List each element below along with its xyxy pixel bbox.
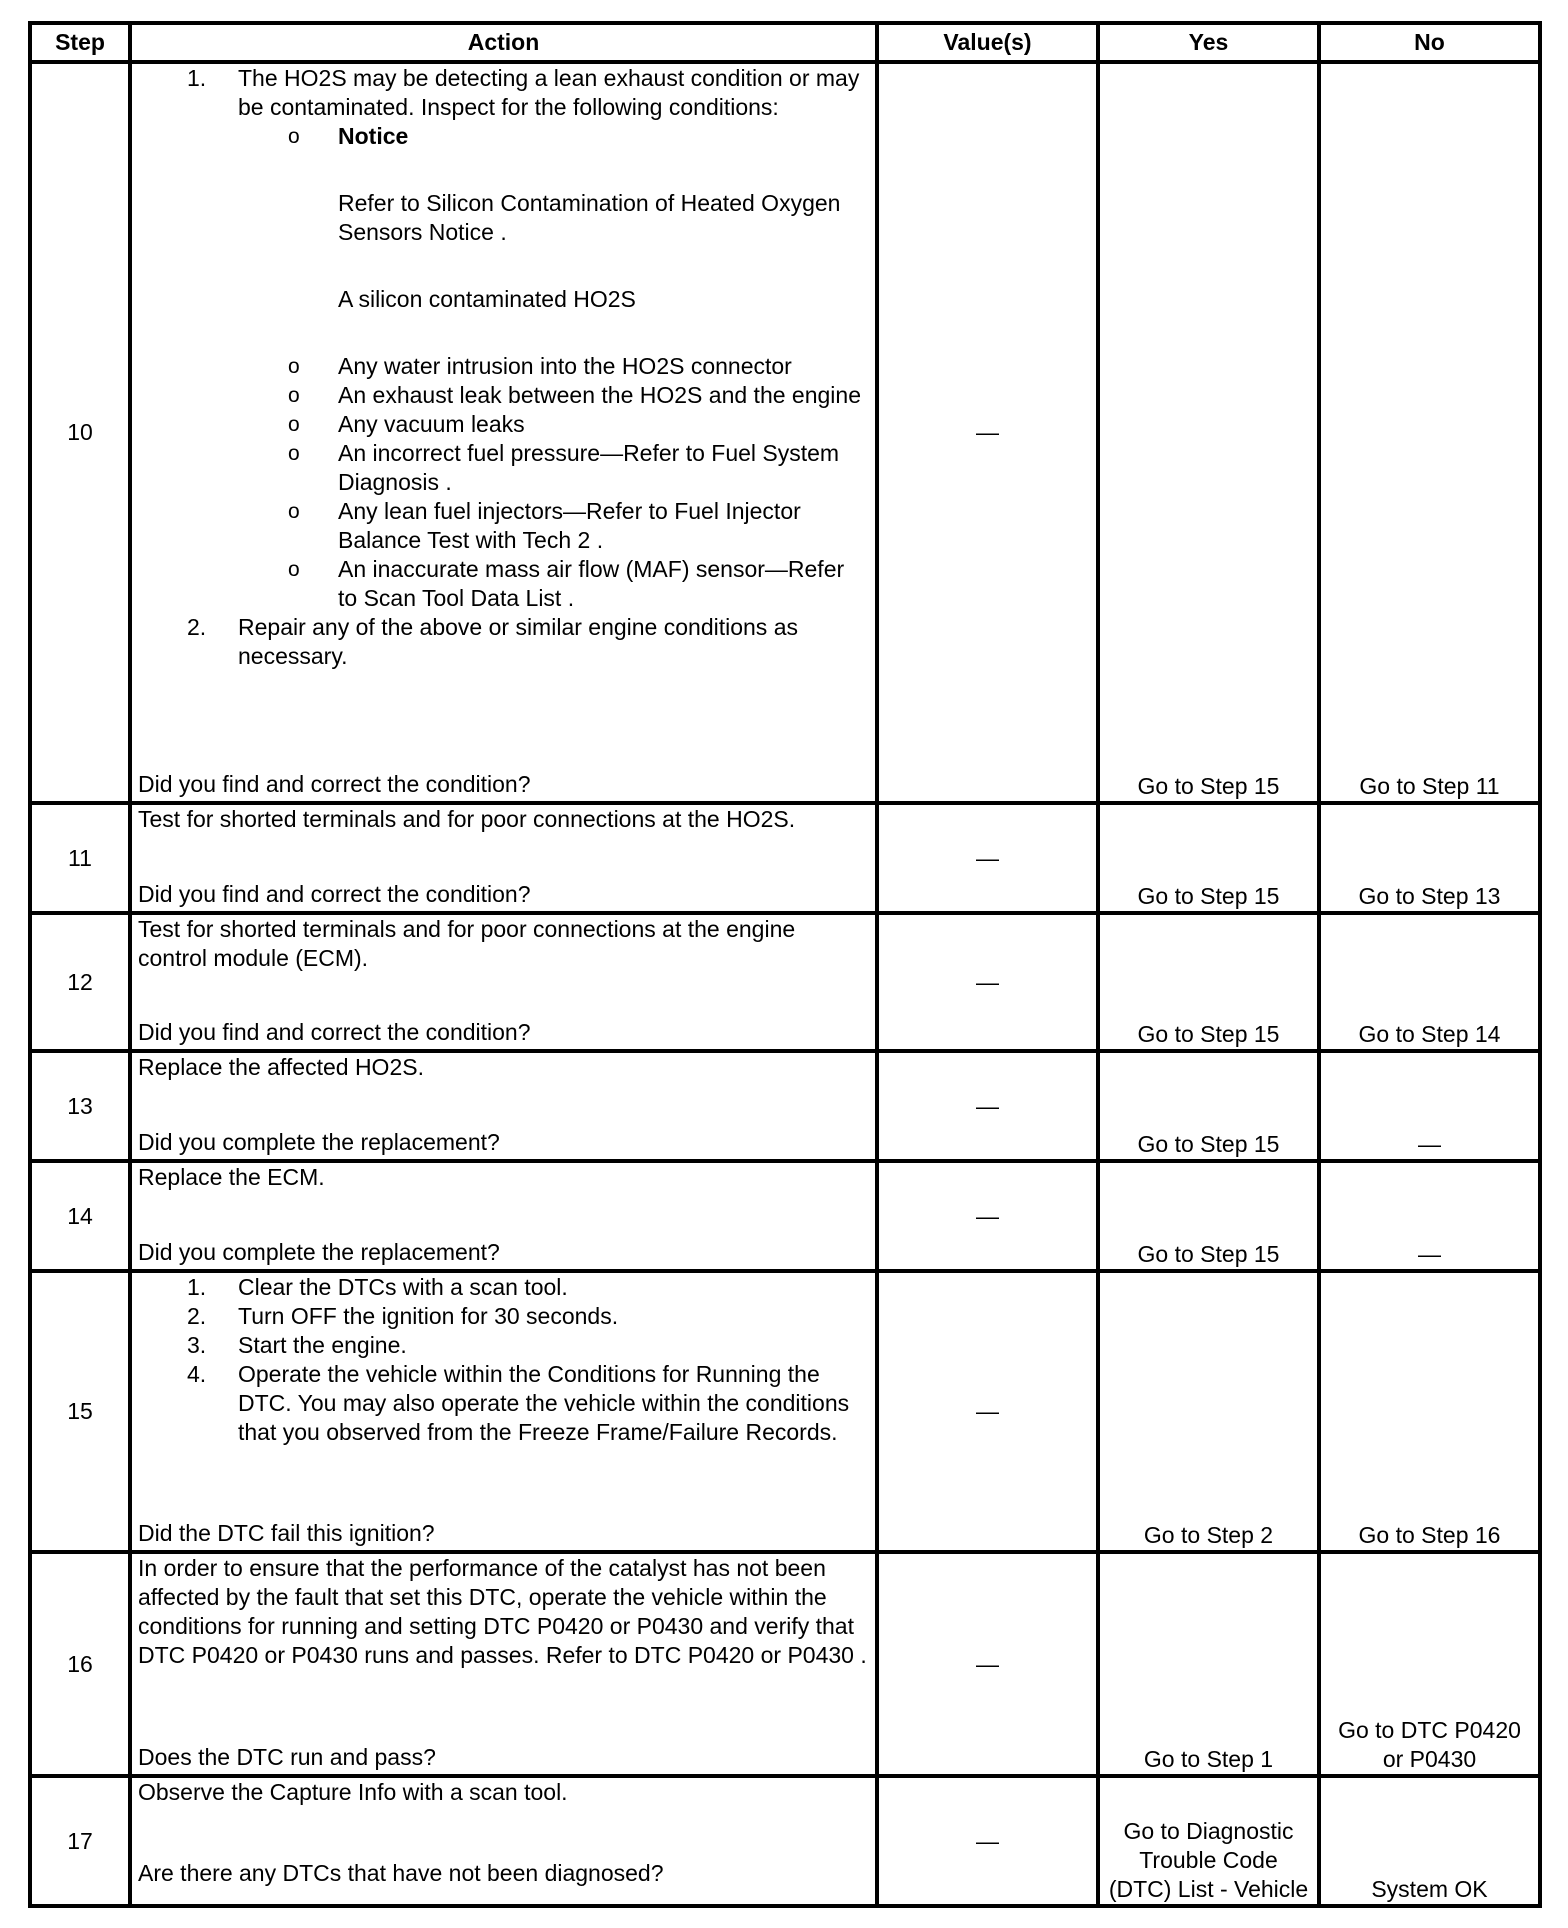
yes-result: Go to Step 15 [1098,1051,1319,1161]
item-text: Operate the vehicle within the Conditions for Running the DTC. You may also operate the vehicle within the conditions that you observed from the Freeze Frame/Failure Records. [238,1361,850,1445]
bullet-icon: o [288,558,300,581]
no-result: System OK [1319,1776,1540,1906]
bullet-text: Any water intrusion into the HO2S connector [338,353,792,379]
table-row [30,1161,1540,1271]
action-cell [130,1271,877,1552]
question-text: Did the DTC fail this ignition? [138,1520,435,1546]
no-result: Go to Step 11 [1319,62,1540,803]
action-cell [130,913,877,1051]
list-item: 4. Operate the vehicle within the Conditions for Running the DTC. You may also operate the vehicle within the conditions that you observed from the Freeze Frame/Failure Records. [187,1361,850,1445]
header-row [30,23,1540,62]
bullet-text: An inaccurate mass air flow (MAF) sensor—Refer to Scan Tool Data List . [338,556,845,611]
list-item: 2. Turn OFF the ignition for 30 seconds. [187,1303,619,1329]
header-yes: Yes [1098,23,1319,62]
bullet-icon: o [288,384,300,407]
action-text: Test for shorted terminals and for poor connections at the HO2S. [138,806,796,832]
table-row [30,913,1540,1051]
bullet-text: Any vacuum leaks [338,411,525,437]
no-result: Go to DTC P0420 or P0430 [1319,1552,1540,1776]
no-result: Go to Step 16 [1319,1271,1540,1552]
table-row [30,803,1540,913]
question-text: Did you find and correct the condition? [138,881,531,907]
step-number: 14 [30,1161,130,1271]
item-text: The HO2S may be detecting a lean exhaust condition or may be contaminated. Inspect for the following conditions: [238,65,860,120]
list-item [238,122,869,352]
item-text: Repair any of the above or similar engine conditions as necessary. [238,614,798,669]
list-item: 1. Clear the DTCs with a scan tool. [187,1274,568,1300]
diagnostic-table [28,21,1542,1908]
action-cell [130,62,877,803]
question-text: Did you complete the replacement? [138,1239,500,1265]
action-cell [130,1161,877,1271]
question-text: Did you find and correct the condition? [138,771,531,797]
bullet-icon: o [288,413,300,436]
yes-result: Go to Diagnostic Trouble Code (DTC) List - Vehicle [1098,1776,1319,1906]
header-values: Value(s) [877,23,1098,62]
header-action: Action [130,23,877,62]
step-number: 15 [30,1271,130,1552]
action-text: Observe the Capture Info with a scan tool. [138,1779,568,1805]
bullet-icon: o [288,442,300,465]
step-number: 11 [30,803,130,913]
value-cell: — [877,1161,1098,1271]
action-text: Replace the ECM. [138,1164,325,1190]
list-item [238,410,869,439]
table-row [30,1051,1540,1161]
action-list [138,64,869,671]
step-number: 13 [30,1051,130,1161]
table-row [30,1271,1540,1552]
list-item: 2. Repair any of the above or similar engine conditions as necessary. [187,614,798,669]
list-item [238,555,869,613]
notice-title: Notice [338,123,409,149]
value-cell: — [877,1271,1098,1552]
table-row [30,1552,1540,1776]
header-no: No [1319,23,1540,62]
question-text: Are there any DTCs that have not been diagnosed? [138,1860,664,1886]
action-cell [130,1552,877,1776]
bullet-icon: o [288,125,300,148]
question-text: Does the DTC run and pass? [138,1744,436,1770]
list-item [238,381,869,410]
item-text: Start the engine. [238,1332,407,1358]
yes-result: Go to Step 15 [1098,803,1319,913]
value-cell: — [877,62,1098,803]
action-cell [130,1776,877,1906]
no-result: Go to Step 14 [1319,913,1540,1051]
item-text: Turn OFF the ignition for 30 seconds. [238,1303,619,1329]
bullet-text: An exhaust leak between the HO2S and the engine [338,382,861,408]
table-row [30,62,1540,803]
action-cell [130,1051,877,1161]
condition-list [238,122,869,613]
yes-result: Go to Step 2 [1098,1271,1319,1552]
question-text: Did you find and correct the condition? [138,1019,531,1045]
no-result: — [1319,1161,1540,1271]
notice-text: Refer to Silicon Contamination of Heated Oxygen Sensors Notice . [338,190,841,245]
question-text: Did you complete the replacement? [138,1129,500,1155]
list-item [238,352,869,381]
action-text: Test for shorted terminals and for poor connections at the engine control module (ECM). [138,916,796,971]
list-item [238,439,869,497]
value-cell: — [877,1552,1098,1776]
action-list [138,1273,869,1447]
no-result: Go to Step 13 [1319,803,1540,913]
list-item: 1. The HO2S may be detecting a lean exhaust condition or may be contaminated. Inspect for the following conditions: o Notice Refer to Silicon Contamination of Heated Oxygen Sensors Notice . A silicon contaminated HO2S o Any water intrusion into the HO2S connector o An exhaust leak between the HO2S and the engine o Any vacuum leaks o An incorrect fuel pressure—Refer to Fuel System Diagnosis . o Any lean fuel injectors—Refer to Fuel Injector Balance Test with Tech 2 . o An inaccurate mass air flow (MAF) sensor—Refer to Scan Tool Data List . [138,64,869,613]
value-cell: — [877,1776,1098,1906]
item-text: Clear the DTCs with a scan tool. [238,1274,568,1300]
yes-result: Go to Step 15 [1098,62,1319,803]
value-cell: — [877,913,1098,1051]
list-item: 3. Start the engine. [187,1332,407,1358]
notice-subtext: A silicon contaminated HO2S [338,286,636,312]
bullet-icon: o [288,355,300,378]
value-cell: — [877,803,1098,913]
bullet-text: Any lean fuel injectors—Refer to Fuel Injector Balance Test with Tech 2 . [338,498,801,553]
value-cell: — [877,1051,1098,1161]
action-text: In order to ensure that the performance of the catalyst has not been affected by the fault that set this DTC, operate the vehicle within the conditions for running and setting DTC P0420 or P0430 and verify that DTC P0420 or P0430 runs and passes. Refer to DTC P0420 or P0430 . [138,1555,867,1668]
bullet-icon: o [288,500,300,523]
list-item [238,497,869,555]
step-number: 17 [30,1776,130,1906]
action-text: Replace the affected HO2S. [138,1054,424,1080]
step-number: 12 [30,913,130,1051]
bullet-text: An incorrect fuel pressure—Refer to Fuel System Diagnosis . [338,440,840,495]
header-step: Step [30,23,130,62]
step-number: 10 [30,62,130,803]
no-result: — [1319,1051,1540,1161]
yes-result: Go to Step 15 [1098,1161,1319,1271]
step-number: 16 [30,1552,130,1776]
table-row [30,1776,1540,1906]
yes-result: Go to Step 15 [1098,913,1319,1051]
action-cell [130,803,877,913]
yes-result: Go to Step 1 [1098,1552,1319,1776]
